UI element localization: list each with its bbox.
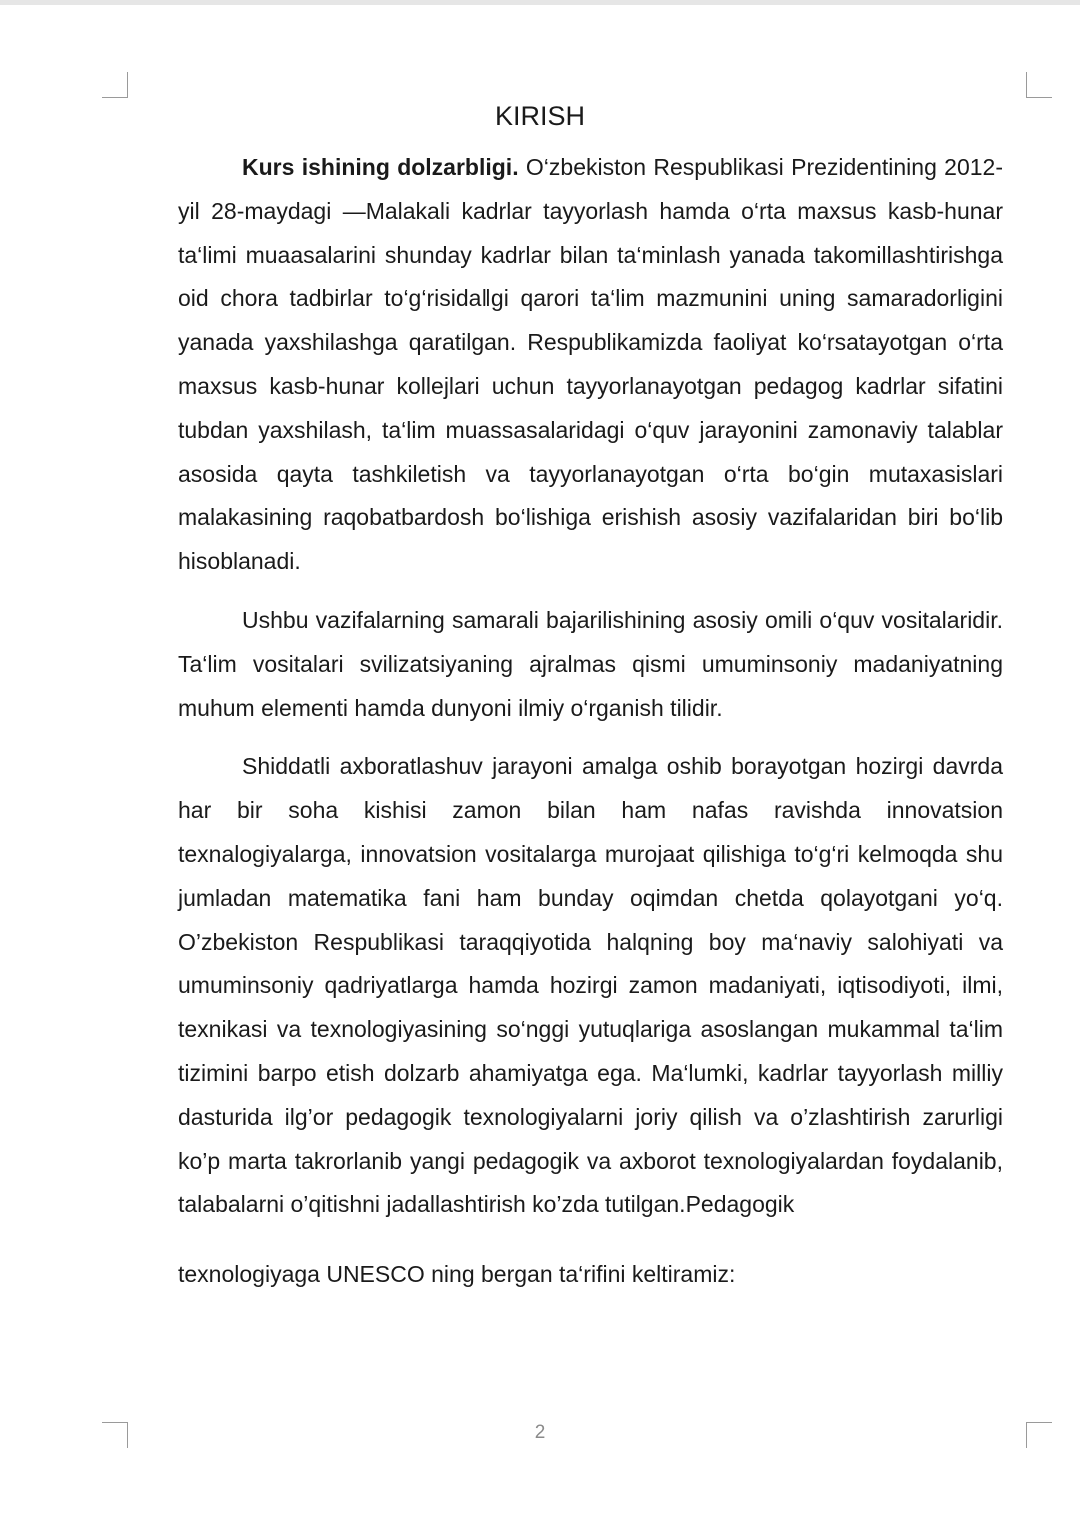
paragraph-unesco-definition: texnologiyaga UNESCO ning bergan ta‘rifini keltiramiz: [178,1261,736,1288]
viewer-top-strip [0,0,1080,5]
top-left-margin-marker [102,72,128,98]
paragraph-informatization: Shiddatli axboratlashuv jarayoni amalga oshib borayotgan hozirgi davrda har bir soha kishisi zamon bilan ham nafas ravishda innovatsion texnalogiyalarga, innovatsion vositalarga murojaat qilishiga to‘g‘ri kelmoqda shu jumladan matematika fani ham bunday oqimdan chetda qolayotgani yo‘q. O’zbekiston Respublikasi taraqqiyotida halqning boy ma‘naviy salohiyati va umuminsoniy qadriyatlarga hamda hozirgi zamon madaniyati, iqtisodiyoti, ilmi, texnikasi va texnologiyasining so‘nggi yutuqlariga asoslangan mukammal ta‘lim tizimini barpo etish dolzarb ahamiyatga ega. Ma‘lumki, kadrlar tayyorlash milliy dasturida ilg’or pedagogik texnologiyalarni joriy qilish va o’zlashtirish zarurligi ko’p marta takrorlanib yangi pedagogik va axborot texnologiyalardan foydalanib, talabalarni o’qitishni jadallashtirish ko’zda tutilgan.Pedagogik [178,753,1003,1218]
paragraph-teaching-tools: Ushbu vazifalarning samarali bajarilishining asosiy omili o‘quv vositalaridir. Ta‘lim vositalari svilizatsiyaning ajralmas qismi umuminsoniy madaniyatning muhum elementi hamda dunyoni ilmiy o‘rganish tilidir. [178,606,1003,721]
paragraph-text: O‘zbekiston Respublikasi Prezidentining 2012-yil 28-maydagi ―Malakali kadrlar tayyorlash hamda o‘rta maxsus kasb-hunar ta‘limi muaasalarini shunday kadrlar bilan ta‘minlash yanada takomillashtirishga oid chora tadbirlar to‘g‘risida‖gi qarori ta‘lim mazmunini uning samaradorligini yanada yaxshilashga qaratilgan. Respublikamizda faoliyat ko‘rsatayotgan o‘rta maxsus kasb-hunar kollejlari uchun tayyorlanayotgan pedagog kadrlar sifatini tubdan yaxshilash, ta‘lim muassasalaridagi o‘quv jarayonini zamonaviy talablar asosida qayta tashkiletish va tayyorlanayotgan o‘rta bo‘gin mutaxasislari malakasining raqobatbardosh bo‘lishiga erishish asosiy vazifalaridan biri bo‘lib hisoblanadi. [178,154,1004,575]
document-body [178,146,1003,1297]
paragraph-lead: Kurs ishining dolzarbligi. [242,154,519,180]
page-number: 2 [534,1422,546,1443]
page-title: KIRISH [494,101,586,131]
paragraph-relevance [178,146,1003,584]
top-right-margin-marker [1026,72,1052,98]
